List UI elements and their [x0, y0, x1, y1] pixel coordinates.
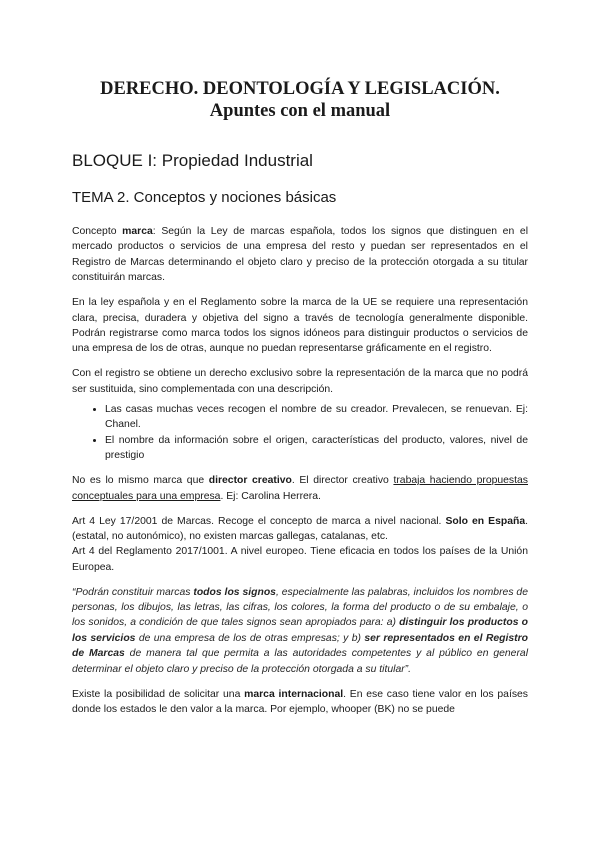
quote-block — [72, 585, 528, 677]
paragraph-registro: Con el registro se obtiene un derecho exclusivo sobre la representación de la marca que no podrá ser sustituida, sino complementada con una descripción. — [72, 368, 528, 395]
paragraph-concepto-marca — [72, 224, 528, 286]
text: Concepto — [72, 226, 123, 237]
bold-term: ser representados en el Registro de Marcas — [72, 632, 528, 660]
text: . (estatal, no autonómico), no existen marcas gallegas, catalanas, etc. — [72, 515, 528, 542]
text: , especialmente las palabras, incluidos los nombres de personas, los dibujos, las letras, las cifras, los colores, la forma del producto o de su embalaje, o los sonidos, a condición de que tales signos sean apropiados para: a) — [72, 586, 528, 629]
bold-term: todos los signos — [193, 586, 276, 598]
text: Existe la posibilidad de solicitar una — [72, 688, 245, 700]
bold-term: director creativo — [208, 475, 292, 487]
text: No es lo mismo marca que — [72, 475, 209, 487]
text: de manera tal que permita a las autoridades competentes y al público en general determinar el objeto claro y preciso de la protección otorgada a su titular”. — [72, 648, 528, 675]
text: “Podrán constituir marcas — [72, 586, 194, 598]
bold-term: marca internacional — [244, 688, 344, 700]
list-item: • Las casas muchas veces recogen el nombre de su creador. Prevalecen, se renuevan. Ej: Chanel. — [105, 402, 528, 433]
bold-term: Solo en España — [445, 515, 526, 527]
paragraph-marca-internacional — [72, 687, 528, 718]
document-title — [72, 78, 528, 122]
underlined-text: trabaja haciendo propuestas conceptuales para una empresa — [72, 475, 528, 502]
bold-term: marca — [122, 226, 153, 237]
paragraph-ley-reglamento: En la ley española y en el Reglamento sobre la marca de la UE se requiere una representación clara, precisa, duradera y objetiva del signo a través de tecnología generalmente disponible. Podrán registrarse como marca todos los signos idóneos para distinguir productos o servicios de una empresa de los de otras, aunque no puedan representarse gráficamente en el registro. — [72, 297, 528, 355]
section-heading-bloque: BLOQUE I: Propiedad Industrial — [72, 151, 313, 170]
text: . En ese caso tiene valor en los países donde los estados le den valor a la marca. Por ejemplo, whooper (BK) no se puede — [72, 688, 528, 715]
text: : Según la Ley de marcas española, todos los signos que distinguen en el mercado productos o servicios de una empresa del resto y puedan ser representados en el Registro de Marcas determinando el objeto claro y preciso de la protección otorgada a su titular constituirán marcas. — [72, 226, 528, 284]
text: Art 4 Ley 17/2001 de Marcas. Recoge el concepto de marca a nivel nacional. — [72, 515, 446, 527]
title-line-2: Apuntes con el manual — [209, 101, 391, 121]
section-heading-tema: TEMA 2. Conceptos y nociones básicas — [72, 189, 337, 206]
text: . Ej: Carolina Herrera. — [220, 490, 321, 502]
title-line-1: DERECHO. DEONTOLOGÍA Y LEGISLACIÓN. — [100, 79, 500, 99]
text: de una empresa de los de otras empresas; y b) — [135, 632, 365, 644]
paragraph-director-creativo — [72, 473, 528, 504]
text: . El director creativo — [291, 475, 394, 487]
bullet-list — [72, 402, 528, 464]
bold-term: distinguir los productos o los servicios — [72, 617, 528, 644]
paragraph-art4-reglamento: Art 4 del Reglamento 2017/1001. A nivel europeo. Tiene eficacia en todos los países de la Unión Europea. — [72, 546, 528, 573]
paragraph-art4-ley — [72, 514, 528, 545]
list-item: • El nombre da información sobre el origen, características del producto, valores, nivel de prestigio — [105, 433, 528, 464]
